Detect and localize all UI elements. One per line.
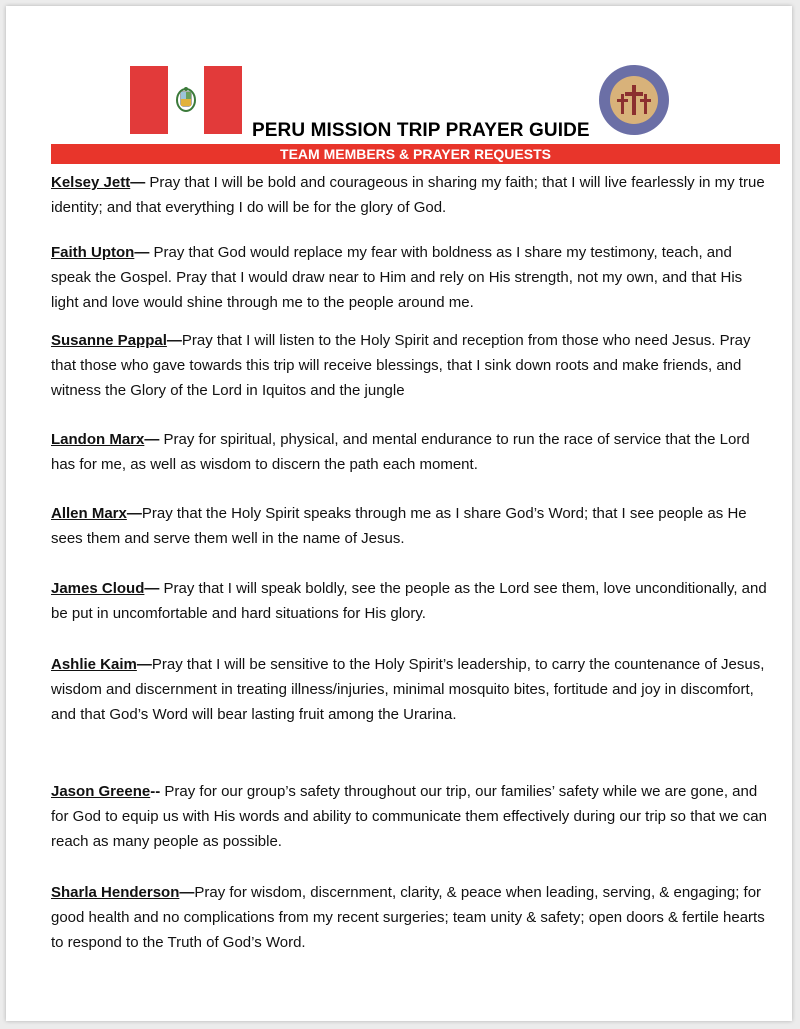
name-separator: — (136, 656, 152, 673)
prayer-request-text: Pray that God would replace my fear with boldness as I share my testimony, teach, and speak the Gospel. Pray that I would draw near to Him and rely on His strength, not my own, and that His light and love would shine through me to the people around me. (51, 244, 743, 311)
name-separator: — (144, 580, 164, 597)
prayer-request-text: Pray that the Holy Spirit speaks through me as I share God’s Word; that I see people as He sees them and serve them well in the name of Jesus. (51, 505, 747, 547)
prayer-request-text: Pray for our group’s safety throughout our trip, our families’ safety while we are gone, and for God to equip us with His words and ability to communicate them effectively during our trip so that we can reach as many people as possible. (51, 783, 767, 850)
prayer-request-text: Pray for spiritual, physical, and mental endurance to run the race of service that the Lord has for me, as well as wisdom to discern the path each moment. (51, 431, 750, 473)
lean-in-ministries-logo-icon (597, 63, 671, 137)
member-name: Sharla Henderson (51, 884, 180, 901)
name-separator: — (134, 244, 154, 261)
prayer-request-text: Pray that I will be bold and courageous in sharing my faith; that I will live fearlessly in my true identity; and that everything I do will be for the glory of God. (51, 174, 765, 216)
member-name: James Cloud (51, 580, 145, 597)
member-name: Ashlie Kaim (51, 656, 137, 673)
prayer-entry (51, 240, 771, 315)
flag-right-band (204, 66, 242, 134)
prayer-entry (51, 328, 771, 403)
prayer-entry (51, 576, 771, 626)
prayer-entry (51, 170, 771, 220)
name-separator: — (166, 332, 182, 349)
name-separator: — (179, 884, 195, 901)
member-name: Allen Marx (51, 505, 127, 522)
coat-of-arms-icon (170, 83, 202, 115)
member-name: Landon Marx (51, 431, 145, 448)
prayer-entry (51, 779, 771, 854)
name-separator: — (144, 431, 164, 448)
name-separator: — (126, 505, 142, 522)
member-name: Susanne Pappal (51, 332, 167, 349)
prayer-entry (51, 652, 771, 727)
name-separator: — (130, 174, 150, 191)
member-name: Kelsey Jett (51, 174, 131, 191)
page-title: PERU MISSION TRIP PRAYER GUIDE (252, 120, 590, 141)
prayer-entry (51, 427, 771, 477)
name-separator: -- (150, 783, 165, 800)
flag-left-band (130, 66, 168, 134)
prayer-request-text: Pray for wisdom, discernment, clarity, & peace when leading, serving, & engaging; for good health and no complications from my recent surgeries; team unity & safety; open doors & fertile hearts to respond to the Truth of God’s Word. (51, 884, 765, 951)
prayer-request-text: Pray that I will be sensitive to the Holy Spirit’s leadership, to carry the countenance of Jesus, wisdom and discernment in treating illness/injuries, minimal mosquito bites, fortitude and joy in discomfort, and that God’s Word will bear lasting fruit among the Urarina. (51, 656, 765, 723)
member-name: Faith Upton (51, 244, 135, 261)
prayer-entry (51, 880, 771, 955)
member-name: Jason Greene (51, 783, 151, 800)
prayer-request-text: Pray that I will speak boldly, see the people as the Lord see them, love unconditionally, and be put in uncomfortable and hard situations for His glory. (51, 580, 767, 622)
document-page (6, 6, 792, 1021)
prayer-entry (51, 501, 771, 551)
peru-flag-icon (130, 66, 242, 134)
prayer-request-text: Pray that I will listen to the Holy Spirit and reception from those who need Jesus. Pray that those who gave towards this trip will receive blessings, that I sink down roots and make friends, and witness the Glory of the Lord in Iquitos and the jungle (51, 332, 751, 399)
section-banner: TEAM MEMBERS & PRAYER REQUESTS (51, 144, 780, 164)
